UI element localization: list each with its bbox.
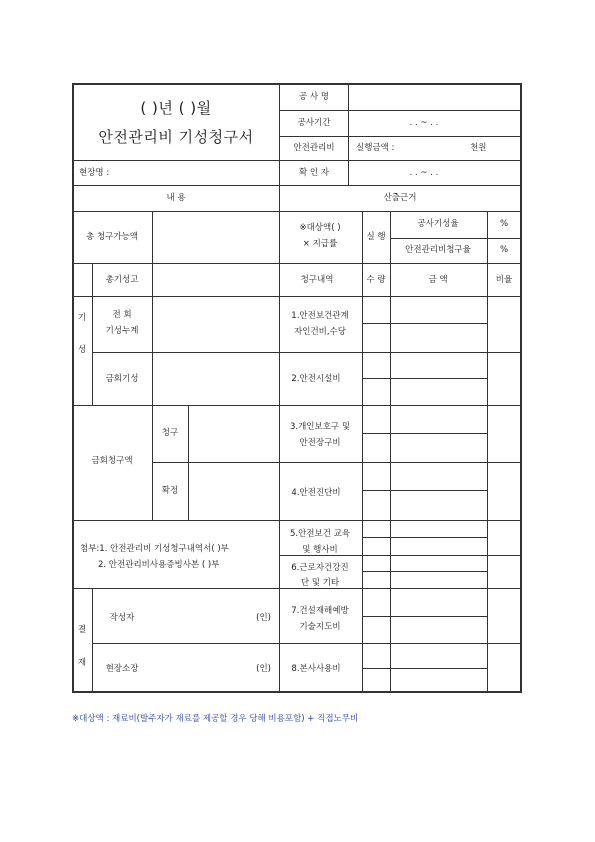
safety-claim-rate-unit: % bbox=[499, 245, 509, 255]
executed-amount-unit: 천원 bbox=[470, 143, 487, 153]
total-progress-label: 총기성고 bbox=[105, 275, 139, 285]
prev-progress-line2: 기성누계 bbox=[105, 326, 139, 336]
approval-char-2: 재 bbox=[77, 658, 87, 668]
progress-rate-unit: % bbox=[499, 219, 509, 229]
site-manager-seal: (인) bbox=[256, 664, 271, 674]
content-label: 내 용 bbox=[166, 193, 186, 203]
column-amount: 금 액 bbox=[428, 275, 448, 285]
safety-cost-label: 안전관리비 bbox=[293, 143, 335, 153]
item-4-line1: 4.안전진단비 bbox=[291, 488, 341, 498]
gisung-char-1: 기 bbox=[77, 313, 87, 323]
form-title: 안전관리비 기성청구서 bbox=[98, 128, 254, 146]
project-name-label: 공 사 명 bbox=[298, 92, 330, 102]
footnote: ※대상액 : 재료비(발주자가 재료를 제공할 경우 당해 비용포함) + 직접노무비 bbox=[72, 714, 359, 724]
project-period-value: . . ~ . . bbox=[409, 118, 439, 128]
gisung-char-2: 성 bbox=[77, 345, 87, 355]
item-1-line1: 1.안전보건관계 bbox=[291, 311, 349, 321]
confirm-date-value: . . ~ . . bbox=[409, 168, 439, 178]
item-6-line2: 단 및 기타 bbox=[300, 578, 340, 588]
target-formula-line2: × 지급률 bbox=[302, 239, 338, 249]
item-8-line1: 8.본사사용비 bbox=[291, 664, 341, 674]
safety-claim-rate-label: 안전관리비청구율 bbox=[405, 245, 471, 255]
site-manager-label: 현장소장 bbox=[105, 664, 139, 674]
target-formula-line1: ※대상액( ) bbox=[299, 223, 341, 233]
site-name-label: 현장명 : bbox=[79, 168, 110, 178]
column-detail: 청구내역 bbox=[300, 275, 334, 285]
executed-amount-label: 실행금액 : bbox=[356, 143, 395, 153]
item-3-line2: 안전장구비 bbox=[299, 438, 341, 448]
item-7-line2: 기술지도비 bbox=[299, 622, 341, 632]
this-claim-label: 금회청구액 bbox=[91, 456, 133, 466]
author-label: 작성자 bbox=[109, 613, 135, 623]
item-5-line1: 5.안전보건 교육 bbox=[289, 529, 351, 539]
column-qty: 수 량 bbox=[366, 275, 386, 285]
claimable-total-label: 총 청구가능액 bbox=[86, 232, 138, 242]
item-7-line1: 7.건설재해예방 bbox=[291, 606, 349, 616]
item-1-line2: 자인건비,수당 bbox=[294, 327, 346, 337]
claim-label: 청구 bbox=[161, 428, 179, 438]
item-2-line1: 2.안전시설비 bbox=[291, 374, 341, 384]
attachment-line2: 2. 안전관리비사용증빙사본 ( )부 bbox=[98, 560, 220, 570]
title-date-line: ( )년 ( )월 bbox=[140, 99, 212, 117]
approval-char-1: 결 bbox=[77, 625, 87, 635]
confirmer-label: 확 인 자 bbox=[298, 168, 330, 178]
prev-progress-line1: 전 회 bbox=[112, 310, 132, 320]
progress-rate-label: 공사기성율 bbox=[417, 219, 459, 229]
confirm-label: 확정 bbox=[161, 486, 179, 496]
project-period-label: 공사기간 bbox=[297, 118, 331, 128]
executed-label: 실 행 bbox=[366, 232, 386, 242]
attachment-line1: 첨부:1. 안전관리비 기성청구내역서( )부 bbox=[80, 544, 229, 554]
basis-label: 산출근거 bbox=[383, 193, 417, 203]
item-3-line1: 3.개인보호구 및 bbox=[289, 422, 351, 432]
item-6-line1: 6.근로자건강진 bbox=[291, 563, 349, 573]
column-ratio: 비율 bbox=[495, 275, 513, 285]
this-progress-label: 금회기성 bbox=[105, 374, 139, 384]
item-5-line2: 및 행사비 bbox=[302, 545, 338, 555]
author-seal: (인) bbox=[256, 613, 271, 623]
